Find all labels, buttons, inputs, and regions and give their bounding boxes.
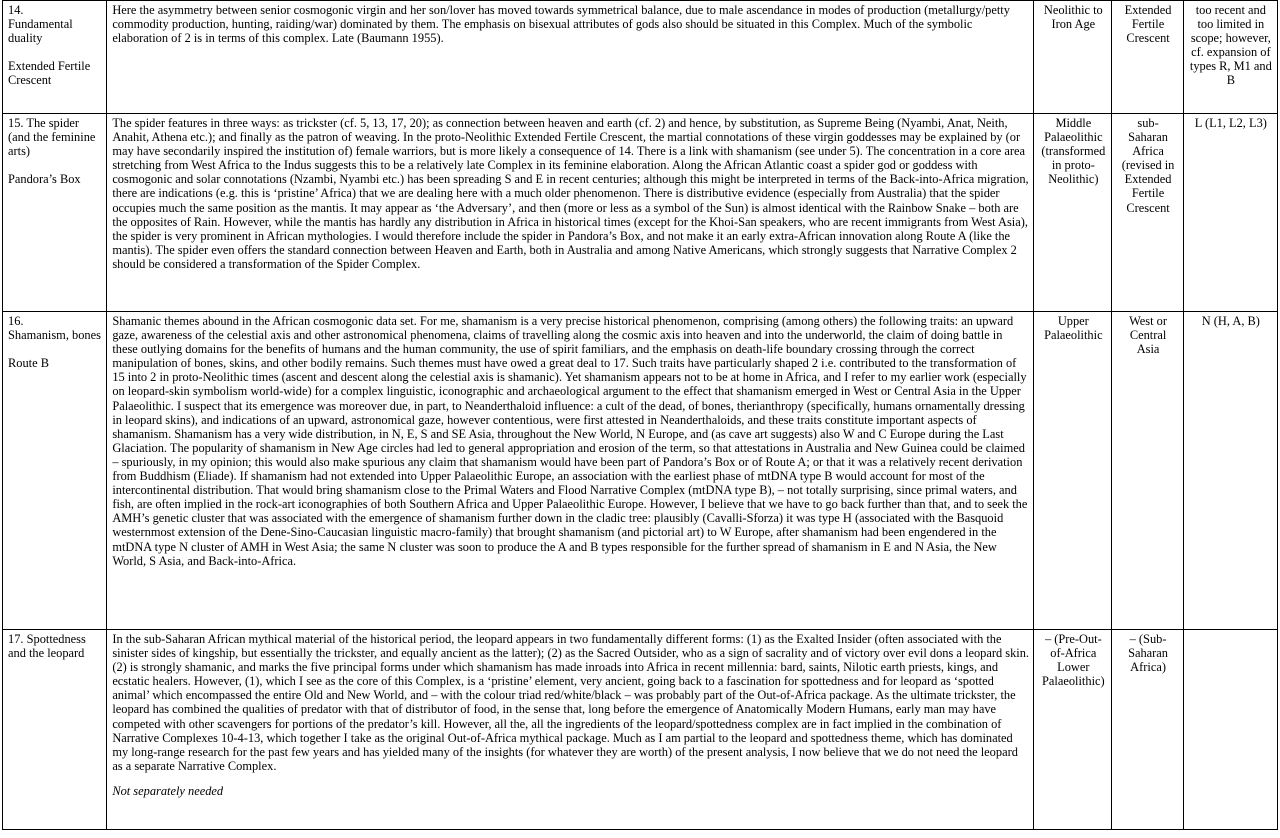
- table-row: [3, 312, 1278, 630]
- narrative-complexes-table: [2, 0, 1278, 830]
- complex-label-cell: [3, 630, 107, 830]
- types-cell: too recent and too limited in scope; however, cf. expansion of types R, M1 and B: [1183, 1, 1277, 114]
- description-cell: [107, 114, 1034, 312]
- table-row: [3, 630, 1278, 830]
- complex-description: In the sub-Saharan African mythical material of the historical period, the leopard appears in two fundamentally different forms: (1) as the Exalted Insider (often associated with the sinister sides of kingship, but essentially the trickster, and equally ancient as the latter); (2) as the Sacred Outsider, who as a sign of sacrality and of victory over evil dons a leopard skin. (2) is strongly shamanic, and marks the five principal forms under which shamanism has made inroads into Africa in recent millennia: bard, saints, Nilotic earth priests, kings, and ecstatic healers. However, (1), which I see as the core of this Complex, is a ‘pristine’ element, very ancient, going back to a fascination for spottedness and for leopard as ‘spotted animal’ which encompassed the entire Old and New World, and – with the colour triad red/white/black – was probably part of the Out-of-Africa package. As the ultimate trickster, the leopard has combined the qualities of predator with that of distributor of food, in the sense that, long before the emergence of Anatomically Modern Humans, early man may have competed with other scavengers for portions of the predator’s kill. However, all the, all the ingredients of the leopard/spottedness complex are in fact implied in the combination of Narrative Complexes 10-4-13, which together I take as the original Out-of-Africa mythical package. Much as I am partial to the leopard and spottedness theme, which has dominated my long-range research for the past few years and has yielded many of the insights (for whatever they are worth) of the present analysis, I now believe that we do not need the leopard as a separate Narrative Complex.: [112, 632, 1030, 773]
- types-cell: N (H, A, B): [1183, 312, 1277, 630]
- region-cell: Extended Fertile Crescent: [1112, 1, 1183, 114]
- table-row: [3, 1, 1278, 114]
- complex-label-cell: [3, 114, 107, 312]
- complex-number: 16.: [8, 314, 24, 328]
- complex-number: 14.: [8, 3, 24, 17]
- complex-label-cell: [3, 1, 107, 114]
- complex-category: Pandora’s Box: [8, 172, 81, 187]
- complex-name: Spottedness and the leopard: [8, 632, 86, 661]
- region-cell: – (Sub-Saharan Africa): [1112, 630, 1183, 830]
- complex-note: Not separately needed: [112, 783, 224, 798]
- period-cell: – (Pre-Out-of-Africa Lower Palaeolithic): [1034, 630, 1112, 830]
- types-cell: [1183, 630, 1277, 830]
- types-cell: L (L1, L2, L3): [1183, 114, 1277, 312]
- complex-number-and-name: [8, 632, 102, 660]
- complex-category: Extended Fertile Crescent: [8, 59, 91, 88]
- period-cell: Middle Palaeolithic (transformed in proto-Neolithic): [1034, 114, 1112, 312]
- period-cell: Upper Palaeolithic: [1034, 312, 1112, 630]
- complex-name: Shamanism, bones: [8, 328, 101, 343]
- description-cell: [107, 630, 1034, 830]
- description-cell: [107, 312, 1034, 630]
- complex-description: Shamanic themes abound in the African cosmogonic data set. For me, shamanism is a very precise historical phenomenon, comprising (among others) the following traits: an upward gaze, awareness of the celestial axis and other astronomical phenomena, claims of travelling along the cosmic axis into heaven and into the underworld, the claim of doing battle in these outlying domains for the benefits of humans and the human community, the use of spirit familiars, and the emphasis on death-life boundary crossing through the correct manipulation of bones, skins, and other bodily remains. Such themes must have owed a great deal to 17. Such traits have particularly shaped 2 i.e. contributed to the transformation of 15 into 2 in proto-Neolithic times (ascent and descent along the celestial axis is shamanic). Yet shamanism appears not to be at home in Africa, and I refer to my earlier work (especially on leopard-skin symbolism world-wide) for a complex linguistic, iconographic and archaeological argument to the effect that shamanism emerged in West or Central Asia in the Upper Palaeolithic. I suspect that its emergence was moreover due, in part, to Neanderthaloid influence: a cult of the dead, of bones, therianthropy (specifically, humans ornamentally dressing in leopard skins), and indications of an upward, astronomical gaze, however contentious, were first attested in Neanderthaloids, and these traits constitute important aspects of shamanism. Shamanism has a very wide distribution, in N, E, S and SE Asia, throughout the New World, N Europe, and (as cave art suggests) also W and C Europe during the Last Glaciation. The popularity of shamanism in New Age circles had led to general appropriation and erosion of the term, so that attestations in Australia and New Guinea could be claimed – spuriously, in my opinion; this would also make spurious any claim that shamanism would have been part of Pandora’s Box or of Route A; or that it was a relatively recent derivation from Buddhism (Eliade). If shamanism had not extended into Upper Palaeolithic Europe, an association with the earliest phase of mtDNA type B would account for most of the intercontinental distribution. That would bring shamanism close to the Primal Waters and Flood Narrative Complex (mtDNA type B), – not totally surprising, since primal waters, and fish, are often implied in the rock-art iconographies of both Southern Africa and Upper Palaeolithic Europe. However, I believe that we have to go back further than that, and to seek the AMH’s genetic cluster that was associated with the emergence of shamanism further down in the cladic tree: plausibly (Cavalli-Sforza) it was type H (associated with the Basquoid westernmost extension of the Dene-Sino-Caucasian linguistic macro-family) that brought shamanism (and pictorial art) to W Europe, after shamanism had been engendered in the mtDNA type N cluster of AMH in West Asia; the same N cluster was soon to produce the A and B types responsible for the further spread of shamanism in E and N Asia, the New World, S Asia, and Back-into-Africa.: [112, 314, 1028, 568]
- region-cell: sub-Saharan Africa (revised in Extended Fertile Crescent: [1112, 114, 1183, 312]
- complex-description: The spider features in three ways: as trickster (cf. 5, 13, 17, 20); as connection between heaven and earth (cf. 2) and hence, by substitution, as Supreme Being (Nyambi, Anat, Neith, Anahit, Athena etc.); and finally as the patron of weaving. In the proto-Neolithic Extended Fertile Crescent, the martial connotations of these virgin goddesses may be explained by (or may have secondarily inspired the institution of) female warriors, but is more likely a consequence of 14. There is a link with shamanism (see under 5). The concentration in a core area stretching from West Africa to the Indus suggests this to be a relatively late Complex in its feminine elaboration. Along the African Atlantic coast a spider god or goddess with cosmogonic and solar connotations (Nzambi, Nyambi etc.) has been spreading S and E in recent centuries; although this might be interpreted in terms of the Back-into-Africa migration, there are indications (e.g. this is ‘pristine’ Africa) that we are dealing here with a much older phenomenon. There is distributive evidence (especially from Australia) that the spider occupies much the same position as the mantis. It may appear as ‘the Adversary’, and then (more or less as a symbol of the Sun) is almost identical with the Rainbow Snake – both are the opposites of Rain. However, while the mantis has hardly any distribution in Africa in historical times (except for the Khoi-San speakers, who are recent immigrants from West Asia), the spider is very prominent in African mythologies. I would therefore include the spider in Pandora’s Box, and not make it an early extra-African innovation along Route A (like the mantis). The spider even offers the standard connection between Heaven and Earth, both in Australia and among Native Americans, which strongly suggests that Narrative Complex 2 should be considered a transformation of the Spider Complex.: [112, 116, 1029, 271]
- complex-name: Fundamental duality: [8, 17, 73, 46]
- description-cell: [107, 1, 1034, 114]
- period-cell: Neolithic to Iron Age: [1034, 1, 1112, 114]
- region-cell: West or Central Asia: [1112, 312, 1183, 630]
- complex-number: 17.: [8, 632, 24, 646]
- table-row: [3, 114, 1278, 312]
- complex-number: 15.: [8, 116, 24, 130]
- complex-category: Route B: [8, 356, 49, 371]
- complex-number-and-name: [8, 116, 102, 158]
- complex-name: The spider (and the feminine arts): [8, 116, 96, 159]
- complex-description: Here the asymmetry between senior cosmogonic virgin and her son/lover has moved towards symmetrical balance, due to male ascendance in modes of production (metallurgy/petty commodity production, hunting, raiding/war) dominated by them. The emphasis on bisexual attributes of gods also should be situated in this Complex. Much of the symbolic elaboration of 2 is in terms of this complex. Late (Baumann 1955).: [112, 3, 1010, 46]
- complex-label-cell: [3, 312, 107, 630]
- document-page: [2, 0, 1278, 830]
